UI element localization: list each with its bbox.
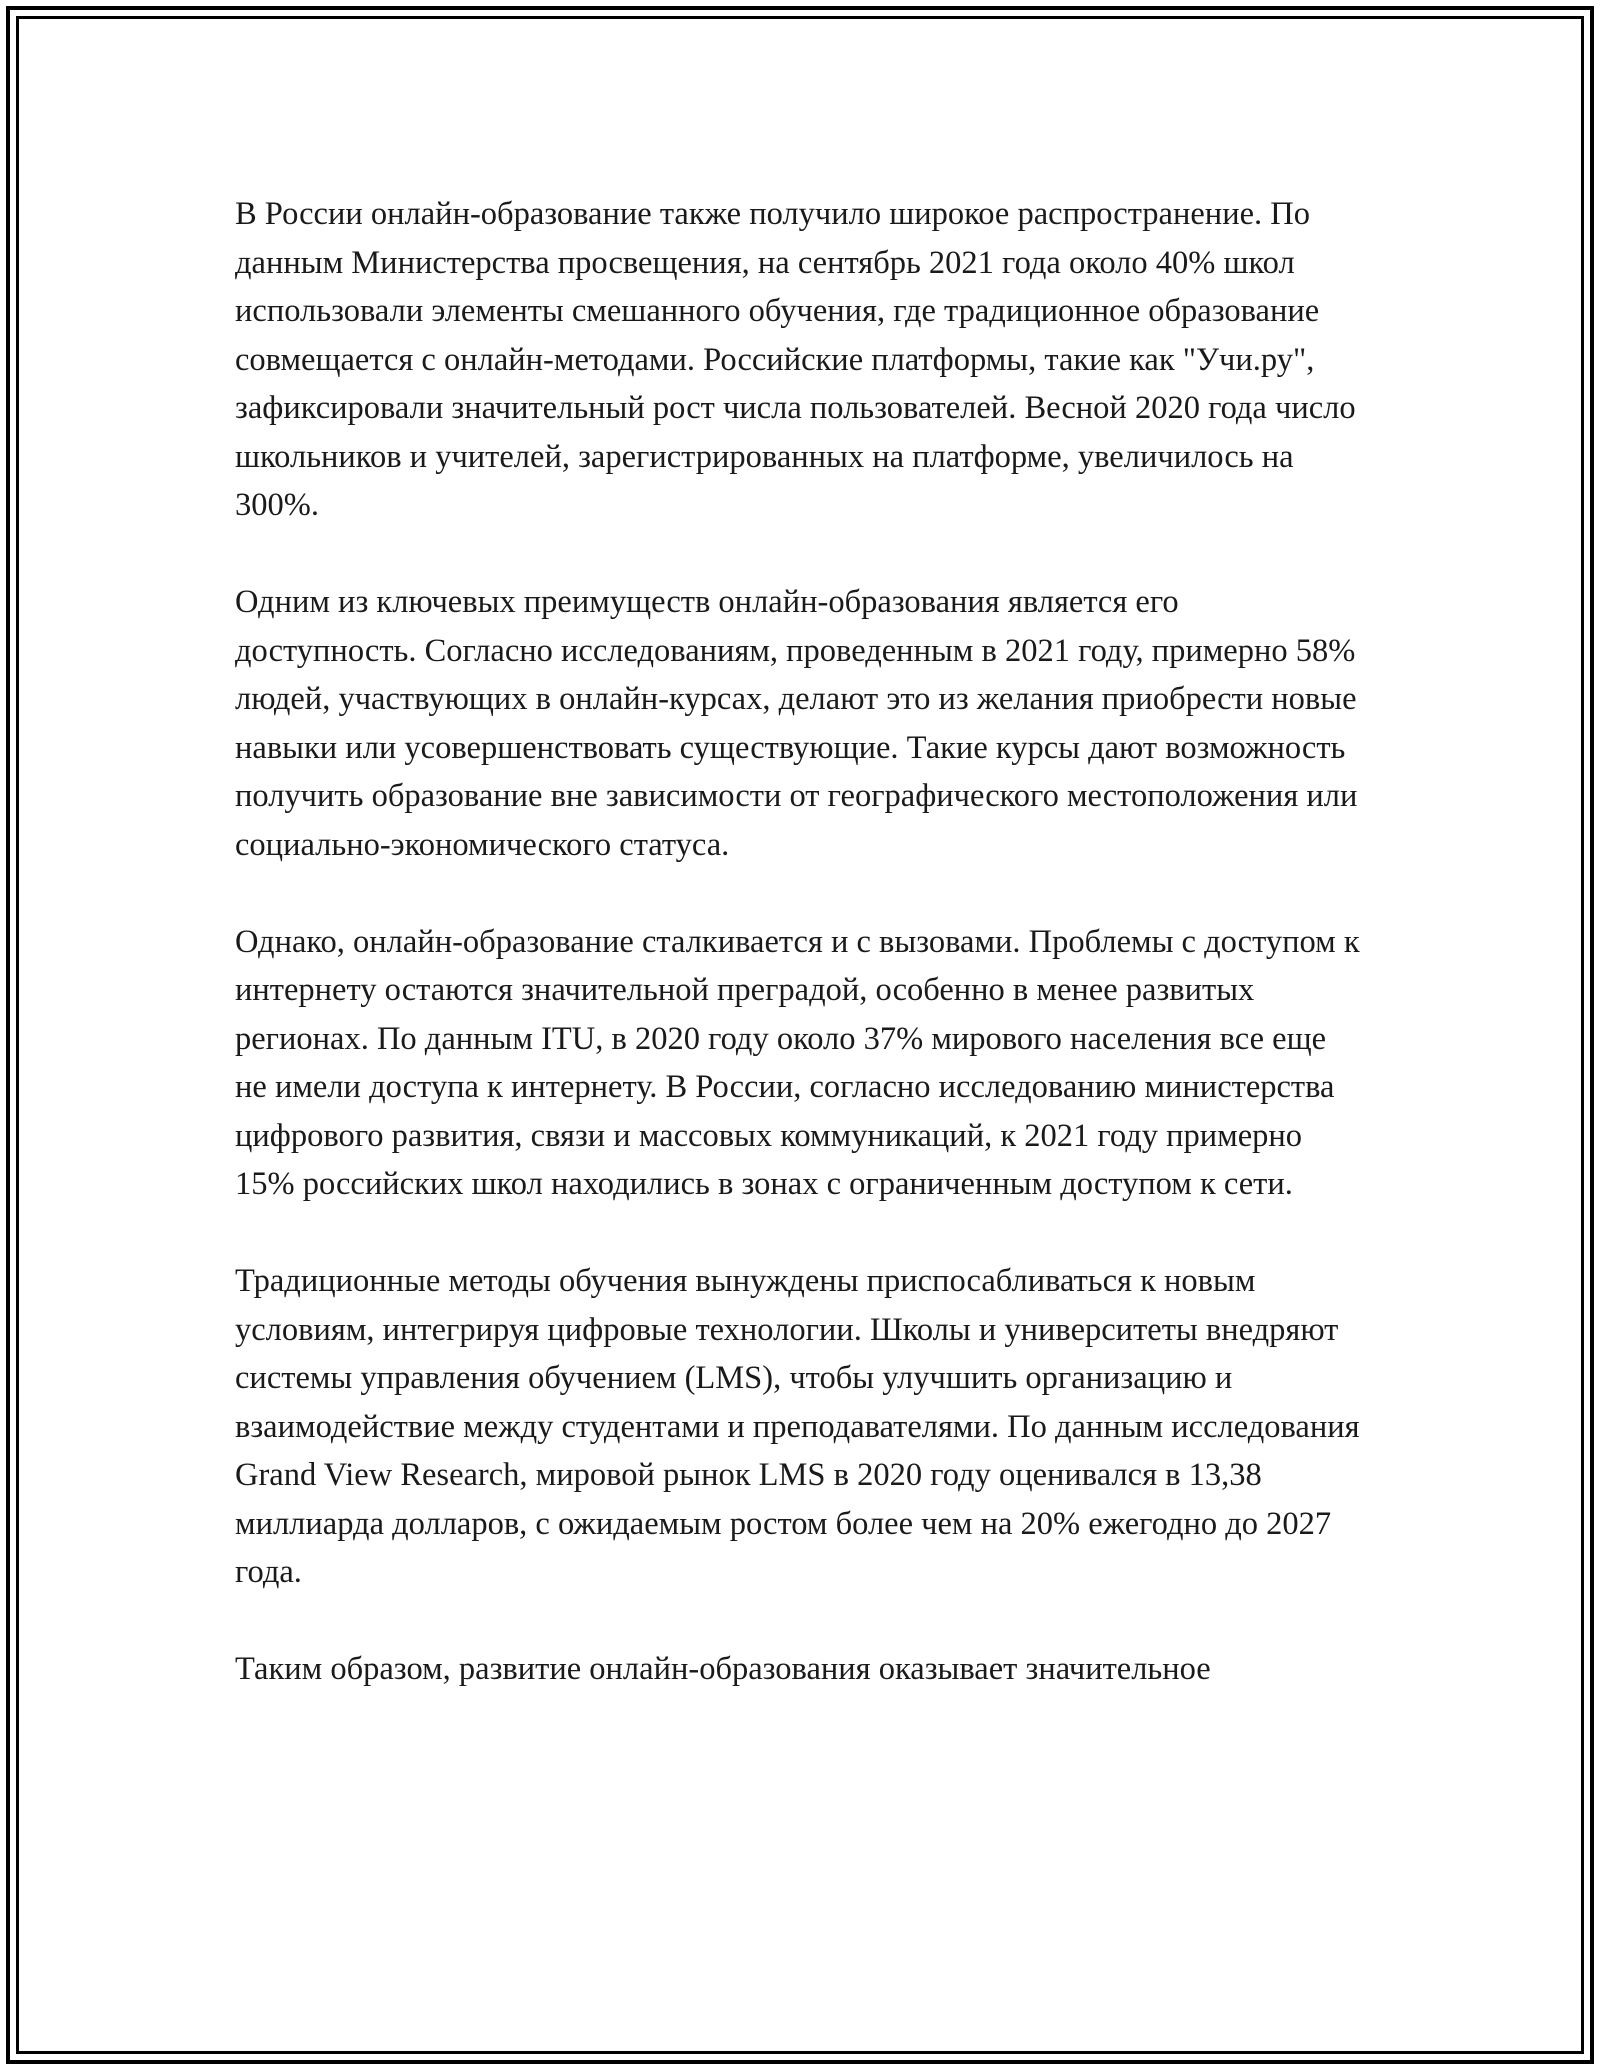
document-body [235,190,1365,1694]
paragraph-online-education-russia: В России онлайн-образование также получило широкое распространение. По данным Министерства просвещения, на сентябрь 2021 года около 40% школ использовали элементы смешанного обучения, где традиционное образование совмещается с онлайн-методами. Российские платформы, такие как "Учи.ру", зафиксировали значительный рост числа пользователей. Весной 2020 года число школьников и учителей, зарегистрированных на платформе, увеличилось на 300%. [235,196,1356,523]
paragraph-traditional-methods: Традиционные методы обучения вынуждены приспосабливаться к новым условиям, интегрируя цифровые технологии. Школы и университеты внедряют системы управления обучением (LMS), чтобы улучшить организацию и взаимодействие между студентами и преподавателями. По данным исследования Grand View Research, мировой рынок LMS в 2020 году оценивался в 13,38 миллиарда долларов, с ожидаемым ростом более чем на 20% ежегодно до 2027 года. [235,1263,1360,1590]
paragraph-challenges: Однако, онлайн-образование сталкивается и с вызовами. Проблемы с доступом к интернету остаются значительной преградой, особенно в менее развитых регионах. По данным ITU, в 2020 году около 37% мирового населения все еще не имели доступа к интернету. В России, согласно исследованию министерства цифрового развития, связи и массовых коммуникаций, к 2021 году примерно 15% российских школ находились в зонах с ограниченным доступом к сети. [235,923,1360,1202]
paragraph-conclusion: Таким образом, развитие онлайн-образования оказывает значительное [235,1651,1211,1687]
paragraph-accessibility: Одним из ключевых преимуществ онлайн-образования является его доступность. Согласно исследованиям, проведенным в 2021 году, примерно 58% людей, участвующих в онлайн-курсах, делают это из желания приобрести новые навыки или усовершенствовать существующие. Такие курсы дают возможность получить образование вне зависимости от географического местоположения или социально-экономического статуса. [235,584,1358,863]
